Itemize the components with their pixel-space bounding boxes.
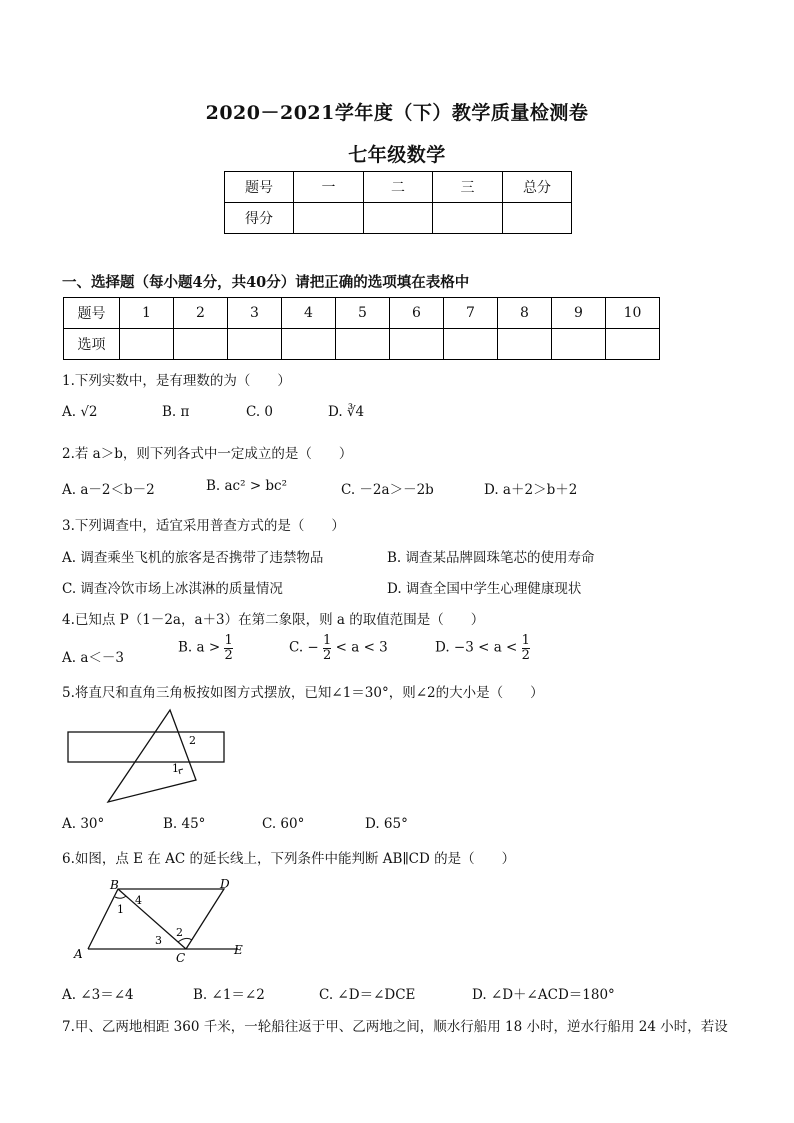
answer-number: 7: [444, 298, 498, 329]
question-3-option-b: B. 调查某品牌圆珠笔芯的使用寿命: [387, 550, 595, 566]
answer-number: 4: [282, 298, 336, 329]
answer-cell[interactable]: [390, 329, 444, 360]
answer-number: 3: [228, 298, 282, 329]
page-subtitle: 七年级数学: [348, 144, 446, 166]
answer-cell[interactable]: [444, 329, 498, 360]
page-title: 2020－2021学年度（下）教学质量检测卷: [205, 102, 589, 124]
question-6-option-b: B. ∠1＝∠2: [193, 987, 265, 1003]
question-1-option-c: C. 0: [246, 404, 274, 420]
point-d-label: D: [220, 877, 230, 891]
fraction-one-half: $\frac{1}{2}$: [224, 633, 233, 663]
score-header-cell: 二: [364, 172, 433, 203]
question-6-stem: 6.如图，点 E 在 AC 的延长线上，下列条件中能判断 AB∥CD 的是（ ）: [62, 851, 516, 867]
question-7-stem: 7.甲、乙两地相距 360 千米，一轮船往返于甲、乙两地之间，顺水行船用 18 小时，逆水行船用 24 小时，若设: [62, 1019, 728, 1035]
question-1-stem: 1.下列实数中，是有理数的为（ ）: [62, 373, 291, 389]
question-3-option-c: C. 调查冷饮市场上冰淇淋的质量情况: [62, 581, 283, 597]
question-3-stem: 3.下列调查中，适宜采用普查方式的是（ ）: [62, 518, 345, 534]
point-e-label: E: [234, 943, 243, 957]
ruler-shape: [68, 732, 224, 762]
point-c-label: C: [176, 951, 186, 965]
answer-cell[interactable]: [228, 329, 282, 360]
answer-number: 6: [390, 298, 444, 329]
question-2-stem: 2.若 a＞b，则下列各式中一定成立的是（ ）: [62, 446, 353, 462]
score-table: [224, 171, 572, 234]
question-1-option-d: D. ∛4: [328, 404, 365, 420]
score-header-cell: 题号: [225, 172, 294, 203]
angle-1-label: 1: [117, 903, 124, 916]
parallelogram-figure: [66, 876, 266, 966]
answer-cell[interactable]: [336, 329, 390, 360]
score-header-cell: 三: [433, 172, 503, 203]
angle-1-label: 1: [172, 762, 179, 775]
point-a-label: A: [74, 947, 83, 961]
score-header-cell: 总分: [503, 172, 572, 203]
question-5-option-a: A. 30°: [62, 816, 105, 832]
answer-number: 2: [174, 298, 228, 329]
fraction-one-half: $\frac{1}{2}$: [521, 633, 530, 663]
score-row-label: 得分: [225, 203, 294, 234]
score-header-cell: 一: [294, 172, 364, 203]
question-4-option-c-label: C. −: [289, 639, 319, 656]
question-2-option-c: C. －2a＞－2b: [341, 482, 434, 498]
question-6-option-c: C. ∠D＝∠DCE: [319, 987, 416, 1003]
question-3-option-a: A. 调查乘坐飞机的旅客是否携带了违禁物品: [62, 550, 324, 566]
fraction-one-half: $\frac{1}{2}$: [323, 633, 332, 663]
question-3-option-d: D. 调查全国中学生心理健康现状: [387, 581, 582, 597]
question-1-option-b: B. π: [162, 404, 190, 420]
answer-cell[interactable]: [606, 329, 660, 360]
angle-3-label: 3: [155, 934, 162, 947]
answer-cell[interactable]: [174, 329, 228, 360]
angle-2-label: 2: [189, 734, 196, 747]
answer-number: 5: [336, 298, 390, 329]
score-cell[interactable]: [503, 203, 572, 234]
question-4-option-d-label: D. −3 < a <: [435, 639, 518, 656]
question-2-option-d: D. a＋2＞b＋2: [484, 482, 578, 498]
question-5-stem: 5.将直尺和直角三角板按如图方式摆放，已知∠1＝30°，则∠2的大小是（ ）: [62, 685, 544, 701]
question-4-option-c: [289, 634, 388, 662]
question-4-option-c-tail: < a < 3: [335, 639, 388, 656]
question-5-option-c: C. 60°: [262, 816, 305, 832]
line-bc: [118, 889, 186, 949]
answer-cell[interactable]: [120, 329, 174, 360]
answer-table: [63, 297, 660, 360]
question-4-option-d: [435, 634, 530, 662]
answer-cell[interactable]: [498, 329, 552, 360]
point-b-label: B: [110, 878, 119, 892]
right-angle-mark: [179, 769, 183, 774]
score-cell[interactable]: [364, 203, 433, 234]
question-5-option-b: B. 45°: [163, 816, 206, 832]
answer-cell[interactable]: [552, 329, 606, 360]
question-4-option-a: A. a＜－3: [62, 650, 124, 666]
answer-number: 10: [606, 298, 660, 329]
answer-row-label: 题号: [64, 298, 120, 329]
angle-4-label: 4: [135, 894, 142, 907]
ruler-triangle-figure: [62, 704, 232, 808]
question-4-stem: 4.已知点 P（1－2a，a＋3）在第二象限，则 a 的取值范围是（ ）: [62, 612, 485, 628]
angle-1-arc: [115, 896, 126, 898]
score-cell[interactable]: [433, 203, 503, 234]
answer-row-label: 选项: [64, 329, 120, 360]
answer-number: 1: [120, 298, 174, 329]
question-4-option-b: [178, 634, 233, 662]
answer-number: 8: [498, 298, 552, 329]
question-2-option-a: A. a－2＜b－2: [62, 482, 155, 498]
question-5-option-d: D. 65°: [365, 816, 408, 832]
section-heading: 一、选择题（每小题4分，共40分）请把正确的选项填在表格中: [62, 274, 470, 291]
question-6-option-d: D. ∠D＋∠ACD＝180°: [472, 987, 615, 1003]
question-4-option-b-label: B. a >: [178, 639, 221, 656]
question-1-option-a: A. √2: [62, 404, 98, 420]
question-6-option-a: A. ∠3＝∠4: [62, 987, 134, 1003]
answer-number: 9: [552, 298, 606, 329]
angle-2-label: 2: [176, 926, 183, 939]
score-cell[interactable]: [294, 203, 364, 234]
question-2-option-b: B. ac² > bc²: [206, 478, 288, 494]
answer-cell[interactable]: [282, 329, 336, 360]
triangle-shape: [108, 710, 196, 802]
